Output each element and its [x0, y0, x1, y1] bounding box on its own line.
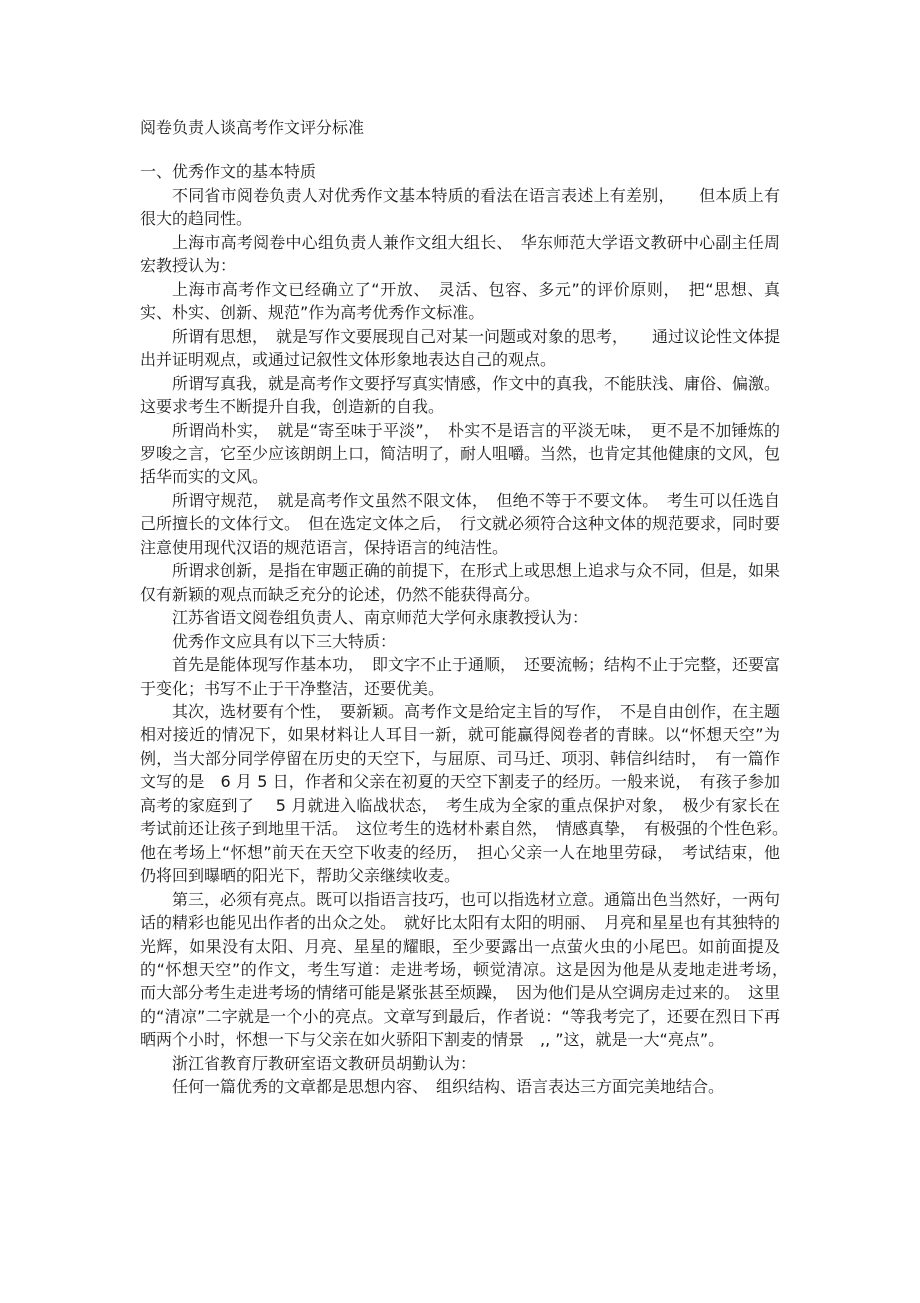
document-title: 阅卷负责人谈高考作文评分标准	[140, 118, 365, 137]
document-body	[140, 184, 797, 1099]
paragraph: 上海市高考作文已经确立了“开放、 灵活、包容、多元”的评价原则， 把“思想、真实、朴实、创新、规范”作为高考优秀作文标准。	[140, 279, 780, 323]
paragraph: 所谓守规范， 就是高考作文虽然不限文体， 但绝不等于不要文体。 考生可以任选自己所擅长的文体行文。 但在选定文体之后， 行文就必须符合这种文体的规范要求，同时要注意使用现代汉语的规范语言，保持语言的纯洁性。	[140, 490, 781, 557]
paragraph: 所谓尚朴实， 就是“寄至味于平淡”， 朴实不是语言的平淡无味， 更不是不加锤炼的罗唆之言，它至少应该朗朗上口，简洁明了，耐人咀嚼。当然，也肯定其他健康的文风，包括华而实的文风。	[140, 420, 781, 487]
paragraph: 其次，选材要有个性， 要新颖。高考作文是给定主旨的写作， 不是自由创作，在主题相对接近的情况下，如果材料让人耳目一新，就可能赢得阅卷者的青睐。以“怀想天空”为例，当大部分同学停留在历史的天空下，与屈原、司马迁、项羽、韩信纠结时， 有一篇作文写的是 6 月 5 日，作者和父亲在初夏的天空下割麦子的经历。一般来说， 有孩子参加高考的家庭到了 5 月就进入临战状态， 考生成为全家的重点保护对象， 极少有家长在考试前还让孩子到地里干活。 这位考生的选材朴素自然， 情感真挚， 有极强的个性色彩。 他在考场上“怀想”前天在天空下收麦的经历， 担心父亲一人在地里劳碌， 考试结束，他仍将回到曝晒的阳光下，帮助父亲继续收麦。	[140, 701, 797, 886]
paragraph: 第三，必须有亮点。既可以指语言技巧，也可以指选材立意。通篇出色当然好，一两句话的精彩也能见出作者的出众之处。 就好比太阳有太阳的明丽、 月亮和星星也有其独特的光辉，如果没有太阳、月亮、星星的耀眼，至少要露出一点萤火虫的小尾巴。如前面提及的“怀想天空”的作文，考生写道：走进考场，顿觉清凉。这是因为他是从麦地走进考场， 而大部分考生走进考场的情绪可能是紧张甚至烦躁， 因为他们是从空调房走过来的。 这里的“清凉”二字就是一个小的亮点。文章写到最后，作者说：“等我考完了，还要在烈日下再晒两个小时，怀想一下与父亲在如火骄阳下割麦的情景 ,, ”这，就是一大“亮点”。	[140, 889, 797, 1050]
paragraph: 浙江省教育厅教研室语文教研员胡勤认为：	[172, 1053, 477, 1073]
paragraph: 任何一篇优秀的文章都是思想内容、 组织结构、语言表达三方面完美地结合。	[172, 1077, 725, 1097]
paragraph: 所谓写真我，就是高考作文要抒写真实情感，作文中的真我，不能肤浅、庸俗、偏激。这要求考生不断提升自我，创造新的自我。	[140, 373, 781, 417]
paragraph: 首先是能体现写作基本功， 即文字不止于通顺， 还要流畅；结构不止于完整，还要富于变化；书写不止于干净整洁，还要优美。	[140, 655, 781, 698]
paragraph: 不同省市阅卷负责人对优秀作文基本特质的看法在语言表述上有差别， 但本质上有很大的趋同性。	[140, 186, 780, 229]
section-heading: 一、优秀作文的基本特质	[140, 162, 317, 181]
paragraph: 所谓求创新，是指在审题正确的前提下，在形式上或思想上追求与众不同，但是，如果仅有新颖的观点而缺乏充分的论述，仍然不能获得高分。	[140, 561, 781, 604]
paragraph: 优秀作文应具有以下三大特质：	[172, 631, 397, 651]
paragraph: 上海市高考阅卷中心组负责人兼作文组大组长、 华东师范大学语文教研中心副主任周宏教授认为：	[140, 232, 780, 276]
paragraph: 所谓有思想， 就是写作文要展现自己对某一问题或对象的思考， 通过议论性文体提出并证明观点，或通过记叙性文体形象地表达自己的观点。	[140, 326, 781, 370]
paragraph: 江苏省语文阅卷组负责人、南京师范大学何永康教授认为：	[172, 608, 589, 628]
